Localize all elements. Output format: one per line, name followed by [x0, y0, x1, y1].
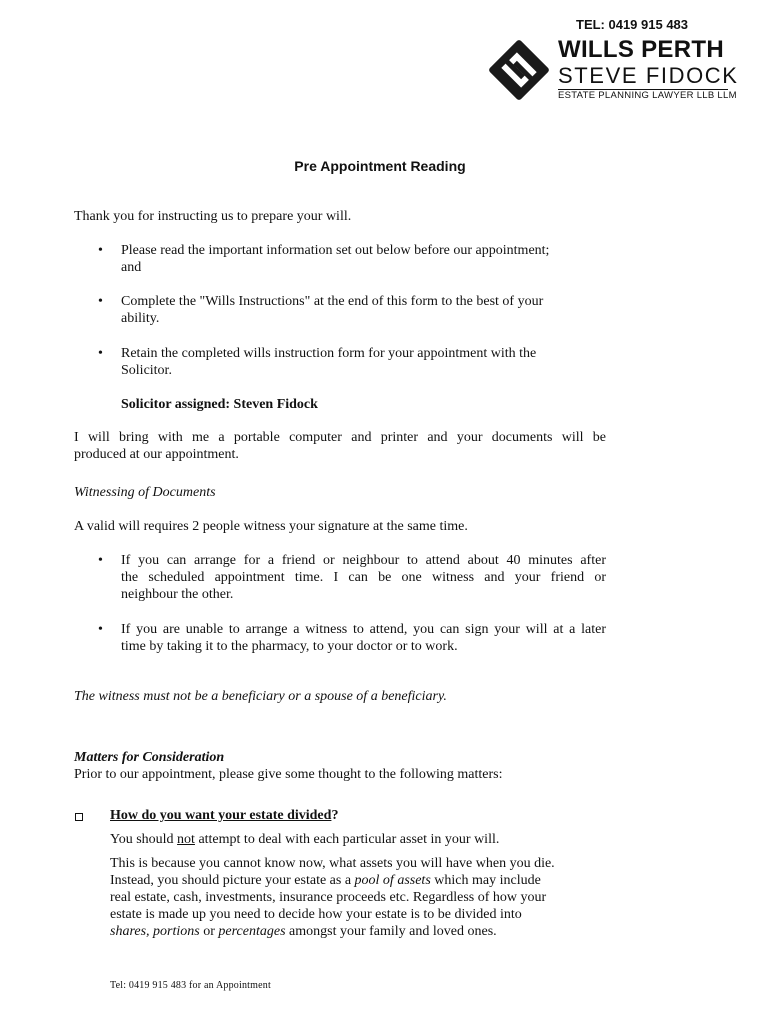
para-pool-line5-italic1: shares, portions: [110, 924, 200, 939]
para-pool-line3: real estate, cash, investments, insurance proceeds etc. Regardless of how your: [110, 890, 547, 905]
para-pool-line5: [110, 923, 497, 940]
para-pool-line2-after: which may include: [430, 873, 541, 888]
bullet-text: If you can arrange for a friend or neighbour to attend about 40 minutes after: [121, 553, 606, 568]
para-pool-line2: [110, 872, 541, 889]
bullet-icon: •: [98, 553, 103, 568]
portable-text-line2: produced at our appointment.: [74, 447, 239, 462]
para-pool-line5-italic2: percentages: [218, 924, 286, 939]
witness-intro: A valid will requires 2 people witness your signature at the same time.: [74, 519, 468, 534]
witnessing-heading: Witnessing of Documents: [74, 485, 216, 500]
bullet-icon: •: [98, 622, 103, 637]
solicitor-assigned: Solicitor assigned: Steven Fidock: [121, 397, 318, 412]
header-telephone: TEL: 0419 915 483: [576, 17, 689, 32]
wills-perth-logo-mark-icon: [489, 37, 549, 103]
bullet-text: Please read the important information set out below before our appointment;: [121, 243, 550, 258]
footer-text: Tel: 0419 915 483 for an Appointment: [110, 980, 271, 991]
witness-note: The witness must not be a beneficiary or a spouse of a beneficiary.: [74, 689, 447, 704]
portable-text-line1: I will bring with me a portable computer and printer and your documents will be: [74, 430, 606, 445]
para-not-after: attempt to deal with each particular asset in your will.: [194, 832, 500, 847]
page-title: Pre Appointment Reading: [294, 158, 466, 174]
matters-heading: Matters for Consideration: [74, 750, 225, 765]
estate-question-mark: ?: [331, 808, 339, 823]
brand-tagline: ESTATE PLANNING LAWYER LLB LLM: [558, 90, 737, 101]
brand-wills-perth: WILLS PERTH: [558, 36, 724, 63]
bullet-icon: •: [98, 243, 103, 258]
checkbox-icon: [75, 813, 83, 821]
bullet-text: Retain the completed wills instruction form for your appointment with the: [121, 346, 537, 361]
para-pool-line2-italic: pool of assets: [354, 873, 431, 888]
bullet-text: Solicitor.: [121, 363, 172, 378]
para-not: [110, 831, 499, 848]
para-pool-line2-before: Instead, you should picture your estate as a: [110, 873, 355, 888]
bullet-text: Complete the "Wills Instructions" at the end of this form to the best of your: [121, 294, 544, 309]
para-pool-line5-after: amongst your family and loved ones.: [285, 924, 497, 939]
matters-intro: Prior to our appointment, please give some thought to the following matters:: [74, 767, 503, 782]
brand-steve-fidock: STEVE FIDOCK: [558, 63, 739, 88]
para-pool-line4: estate is made up you need to decide how your estate is to be divided into: [110, 907, 522, 922]
estate-question: [110, 807, 338, 824]
bullet-text: and: [121, 260, 142, 275]
bullet-icon: •: [98, 294, 103, 309]
bullet-text: neighbour the other.: [121, 587, 234, 602]
para-pool-line5-mid: or: [199, 924, 219, 939]
bullet-text: time by taking it to the pharmacy, to your doctor or to work.: [121, 639, 458, 654]
bullet-icon: •: [98, 346, 103, 361]
para-not-underlined: not: [177, 832, 195, 847]
para-not-before: You should: [110, 832, 178, 847]
bullet-text: ability.: [121, 311, 160, 326]
bullet-text: the scheduled appointment time. I can be one witness and your friend or: [121, 570, 606, 585]
intro-text: Thank you for instructing us to prepare your will.: [74, 209, 352, 224]
bullet-text: If you are unable to arrange a witness to attend, you can sign your will at a later: [121, 622, 606, 637]
estate-question-text: How do you want your estate divided: [110, 808, 332, 823]
para-pool-line1: This is because you cannot know now, what assets you will have when you die.: [110, 856, 555, 871]
